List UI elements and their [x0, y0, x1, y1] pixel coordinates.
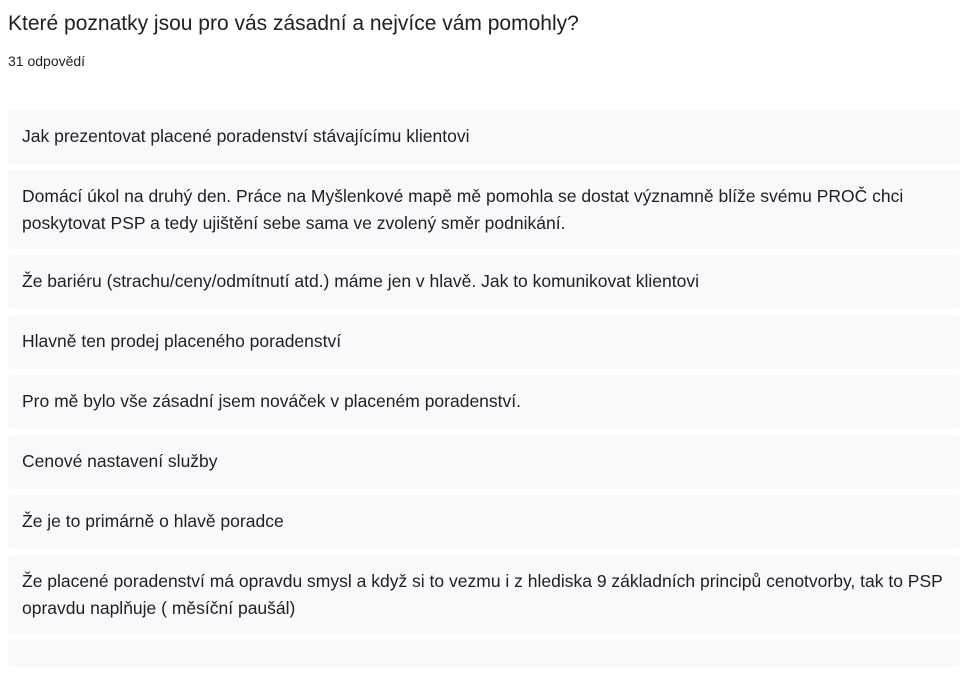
response-list: [8, 110, 960, 673]
response-item: Hlavně ten prodej placeného poradenství: [8, 315, 960, 369]
response-item: Domácí úkol na druhý den. Práce na Myšlenkové mapě mě pomohla se dostat významně blíže svému PROČ chci poskytovat PSP a tedy ujištění sebe sama ve zvolený směr podnikání.: [8, 170, 960, 249]
question-title: Které poznatky jsou pro vás zásadní a nejvíce vám pomohly?: [8, 12, 579, 35]
response-item-partial: [8, 640, 960, 667]
response-item: Pro mě bylo vše zásadní jsem nováček v placeném poradenství.: [8, 375, 960, 429]
response-count: 31 odpovědí: [8, 53, 86, 69]
response-item: Že placené poradenství má opravdu smysl a když si to vezmu i z hlediska 9 základních principů cenotvorby, tak to PSP opravdu naplňuje ( měsíční paušál): [8, 555, 960, 634]
response-item: Že je to primárně o hlavě poradce: [8, 495, 960, 549]
response-item: Jak prezentovat placené poradenství stávajícímu klientovi: [8, 110, 960, 164]
response-item: Že bariéru (strachu/ceny/odmítnutí atd.) máme jen v hlavě. Jak to komunikovat klientovi: [8, 255, 960, 309]
response-item: Cenové nastavení služby: [8, 435, 960, 489]
